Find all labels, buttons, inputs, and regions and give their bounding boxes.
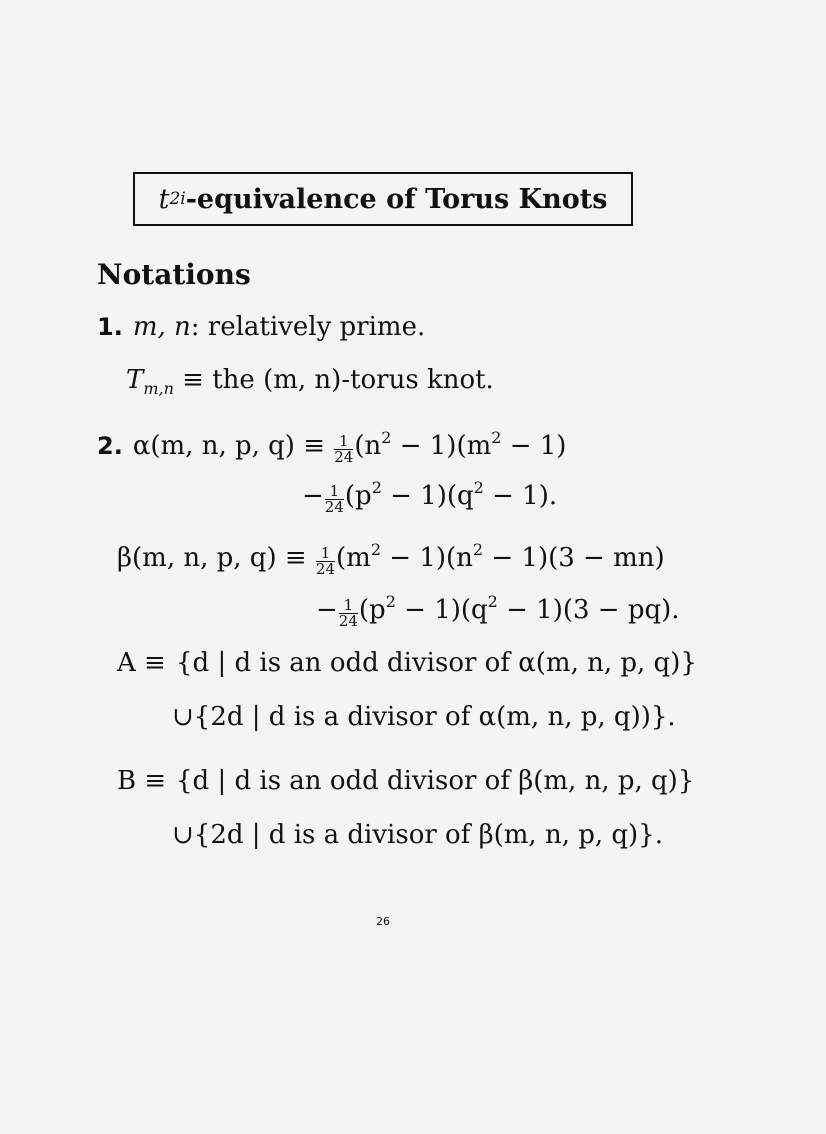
item1-vars: m, n bbox=[132, 312, 191, 342]
setA-line2: ∪{2d | d is a divisor of α(m, n, p, q))}. bbox=[172, 702, 676, 732]
item1-number: 1. bbox=[97, 313, 123, 341]
alpha-lhs: α(m, n, p, q) ≡ bbox=[132, 431, 334, 461]
torus-definition: ≡ the (m, n)-torus knot. bbox=[173, 365, 494, 395]
alpha-frac-2: $\frac{1}{24}$ bbox=[324, 482, 344, 516]
item1-line2 bbox=[126, 365, 494, 398]
setB-line2: ∪{2d | d is a divisor of β(m, n, p, q)}. bbox=[172, 820, 663, 850]
setB-lhs: B ≡ bbox=[117, 766, 167, 796]
beta-line2: − $\frac{1}{24}$ $(p^2 - 1)(q^2 - 1)(3 - pq)$. bbox=[316, 592, 680, 630]
setB-line1: {d | d is an odd divisor of β(m, n, p, q)} bbox=[176, 766, 695, 796]
alpha-line1: 2. α(m, n, p, q) ≡ $\frac{1}{24}$ $(n^2 - 1)(m^2 - 1)$ bbox=[97, 428, 567, 466]
beta-lhs: β(m, n, p, q) ≡ bbox=[117, 543, 315, 573]
title-box bbox=[133, 172, 633, 226]
setA-lhs: A ≡ bbox=[117, 648, 166, 678]
setA-line1: {d | d is an odd divisor of α(m, n, p, q)} bbox=[176, 648, 697, 678]
beta-frac-2: $\frac{1}{24}$ bbox=[338, 596, 358, 630]
alpha-line2: − $\frac{1}{24}$ $(p^2 - 1)(q^2 - 1)$. bbox=[302, 478, 558, 516]
title-var: t bbox=[158, 183, 170, 215]
item2-number: 2. bbox=[97, 432, 123, 460]
beta-frac-1: $\frac{1}{24}$ bbox=[315, 544, 336, 578]
title-text: -equivalence of Torus Knots bbox=[185, 183, 608, 215]
torus-subscript: m,n bbox=[143, 379, 174, 399]
alpha-frac-1: $\frac{1}{24}$ bbox=[334, 432, 354, 466]
item1-line1 bbox=[97, 312, 425, 342]
section-heading: Notations bbox=[97, 258, 251, 291]
torus-symbol: T bbox=[126, 365, 144, 395]
title-subscript: 2i bbox=[169, 189, 186, 209]
item1-text: : relatively prime. bbox=[190, 312, 426, 342]
page-number: 26 bbox=[376, 915, 390, 928]
beta-line1: β(m, n, p, q) ≡ $\frac{1}{24}$ $(m^2 - 1)(n^2 - 1)(3 - mn)$ bbox=[117, 540, 665, 578]
